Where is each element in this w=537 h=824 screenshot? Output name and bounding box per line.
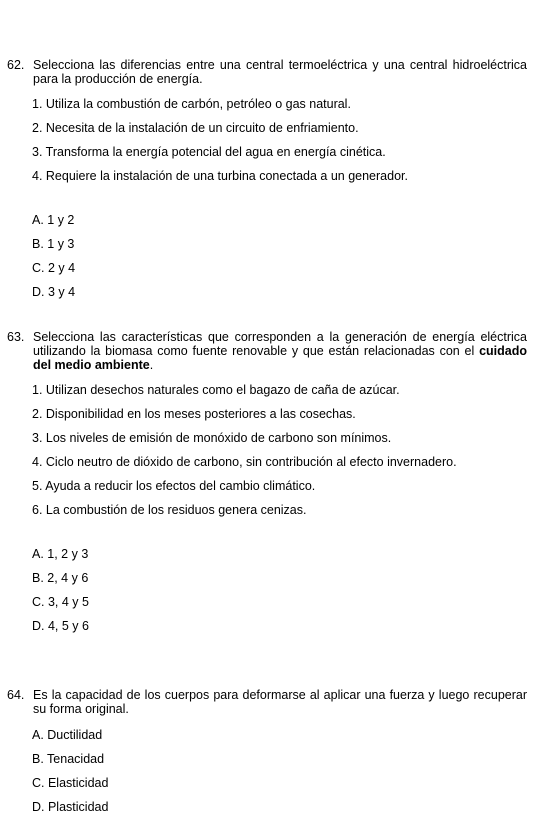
question-number: 64. [7, 688, 25, 702]
question-number: 62. [7, 58, 25, 72]
answer-option[interactable]: B. 1 y 3 [32, 237, 75, 251]
answer-option[interactable]: B. 2, 4 y 6 [32, 571, 89, 585]
answer-option[interactable]: A. 1 y 2 [32, 213, 75, 227]
answer-option[interactable]: D. 3 y 4 [32, 285, 76, 299]
question-stem: Es la capacidad de los cuerpos para deformarse al aplicar una fuerza y luego recuperar su forma original. [33, 688, 527, 716]
answer-option[interactable]: D. 4, 5 y 6 [32, 619, 89, 633]
options-list-64 [32, 728, 527, 824]
answer-option[interactable]: A. 1, 2 y 3 [32, 547, 89, 561]
stem-text: Selecciona las características que corresponden a la generación de energía eléctrica utilizando la biomasa como fuente renovable y que están relacionadas con el [33, 330, 527, 358]
answer-option[interactable]: C. Elasticidad [32, 776, 109, 790]
statement-item: 3. Los niveles de emisión de monóxido de carbono son mínimos. [32, 431, 392, 445]
statement-item: 4. Requiere la instalación de una turbina conectada a un generador. [32, 169, 408, 183]
question-stem [33, 330, 527, 372]
stem-period: . [149, 358, 154, 372]
answer-option[interactable]: D. Plasticidad [32, 800, 109, 814]
question-64 [7, 688, 527, 716]
statement-item: 5. Ayuda a reducir los efectos del cambio climático. [32, 479, 316, 493]
answer-option[interactable]: C. 3, 4 y 5 [32, 595, 89, 609]
question-stem: Selecciona las diferencias entre una central termoeléctrica y una central hidroeléctrica para la producción de energía. [33, 58, 527, 86]
answer-option[interactable]: C. 2 y 4 [32, 261, 76, 275]
statement-item: 2. Disponibilidad en los meses posteriores a las cosechas. [32, 407, 356, 421]
statement-item: 3. Transforma la energía potencial del agua en energía cinética. [32, 145, 386, 159]
answer-option[interactable]: A. Ductilidad [32, 728, 103, 742]
statement-item: 4. Ciclo neutro de dióxido de carbono, sin contribución al efecto invernadero. [32, 455, 457, 469]
statement-item: 1. Utilizan desechos naturales como el bagazo de caña de azúcar. [32, 383, 400, 397]
statement-item: 1. Utiliza la combustión de carbón, petróleo o gas natural. [32, 97, 351, 111]
question-63 [7, 330, 527, 372]
question-62 [7, 58, 527, 86]
stem-emphasis: cuidado del medio ambiente [33, 344, 527, 372]
options-list-62 [32, 213, 527, 309]
answer-option[interactable]: B. Tenacidad [32, 752, 105, 766]
statement-list-62 [32, 97, 527, 193]
options-list-63 [32, 547, 527, 643]
question-number: 63. [7, 330, 25, 344]
statement-item: 6. La combustión de los residuos genera cenizas. [32, 503, 307, 517]
statement-item: 2. Necesita de la instalación de un circuito de enfriamiento. [32, 121, 359, 135]
statement-list-63 [32, 383, 527, 527]
